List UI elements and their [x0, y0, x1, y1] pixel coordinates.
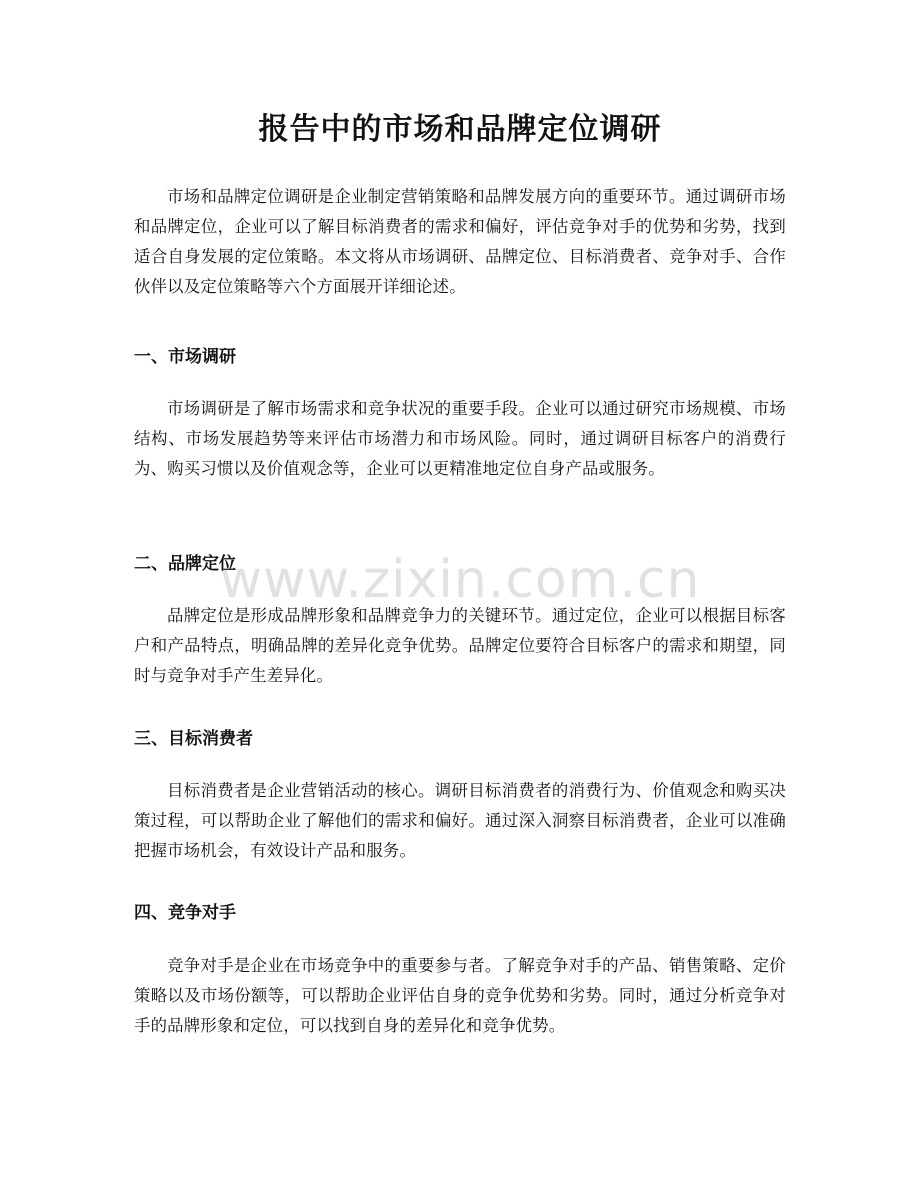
section-heading: 二、品牌定位 [134, 554, 236, 574]
section-target-consumers [134, 726, 786, 752]
section-paragraph: 市场调研是了解市场需求和竞争状况的重要手段。企业可以通过研究市场规模、市场结构、市场发展趋势等来评估市场潜力和市场风险。同时，通过调研目标客户的消费行为、购买习惯以及价值观念等，企业可以更精准地定位自身产品或服务。 [134, 399, 786, 478]
watermark-text: www.zixin.com.cn [219, 550, 701, 610]
section-heading: 四、竞争对手 [134, 903, 236, 923]
section-target-consumers-body [134, 776, 786, 866]
intro-block [134, 182, 786, 302]
section-paragraph: 目标消费者是企业营销活动的核心。调研目标消费者的消费行为、价值观念和购买决策过程，可以帮助企业了解他们的需求和偏好。通过深入洞察目标消费者，企业可以准确把握市场机会，有效设计产品和服务。 [134, 781, 786, 860]
section-paragraph: 品牌定位是形成品牌形象和品牌竞争力的关键环节。通过定位，企业可以根据目标客户和产品特点，明确品牌的差异化竞争优势。品牌定位要符合目标客户的需求和期望，同时与竞争对手产生差异化。 [134, 606, 786, 685]
section-paragraph: 竞争对手是企业在市场竞争中的重要参与者。了解竞争对手的产品、销售策略、定价策略以及市场份额等，可以帮助企业评估自身的竞争优势和劣势。同时，通过分析竞争对手的品牌形象和定位，可以找到自身的差异化和竞争优势。 [134, 956, 786, 1035]
document-title: 报告中的市场和品牌定位调研 [258, 112, 662, 147]
section-brand-positioning-body [134, 601, 786, 691]
section-heading: 三、目标消费者 [134, 729, 253, 749]
section-competitors-body [134, 951, 786, 1041]
section-market-research-body [134, 394, 786, 484]
intro-paragraph: 市场和品牌定位调研是企业制定营销策略和品牌发展方向的重要环节。通过调研市场和品牌定位，企业可以了解目标消费者的需求和偏好，评估竞争对手的优势和劣势，找到适合自身发展的定位策略。本文将从市场调研、品牌定位、目标消费者、竞争对手、合作伙伴以及定位策略等六个方面展开详细论述。 [134, 187, 786, 296]
section-heading: 一、市场调研 [134, 347, 236, 367]
section-brand-positioning [134, 551, 786, 577]
section-competitors [134, 900, 786, 926]
section-market-research [134, 344, 786, 370]
